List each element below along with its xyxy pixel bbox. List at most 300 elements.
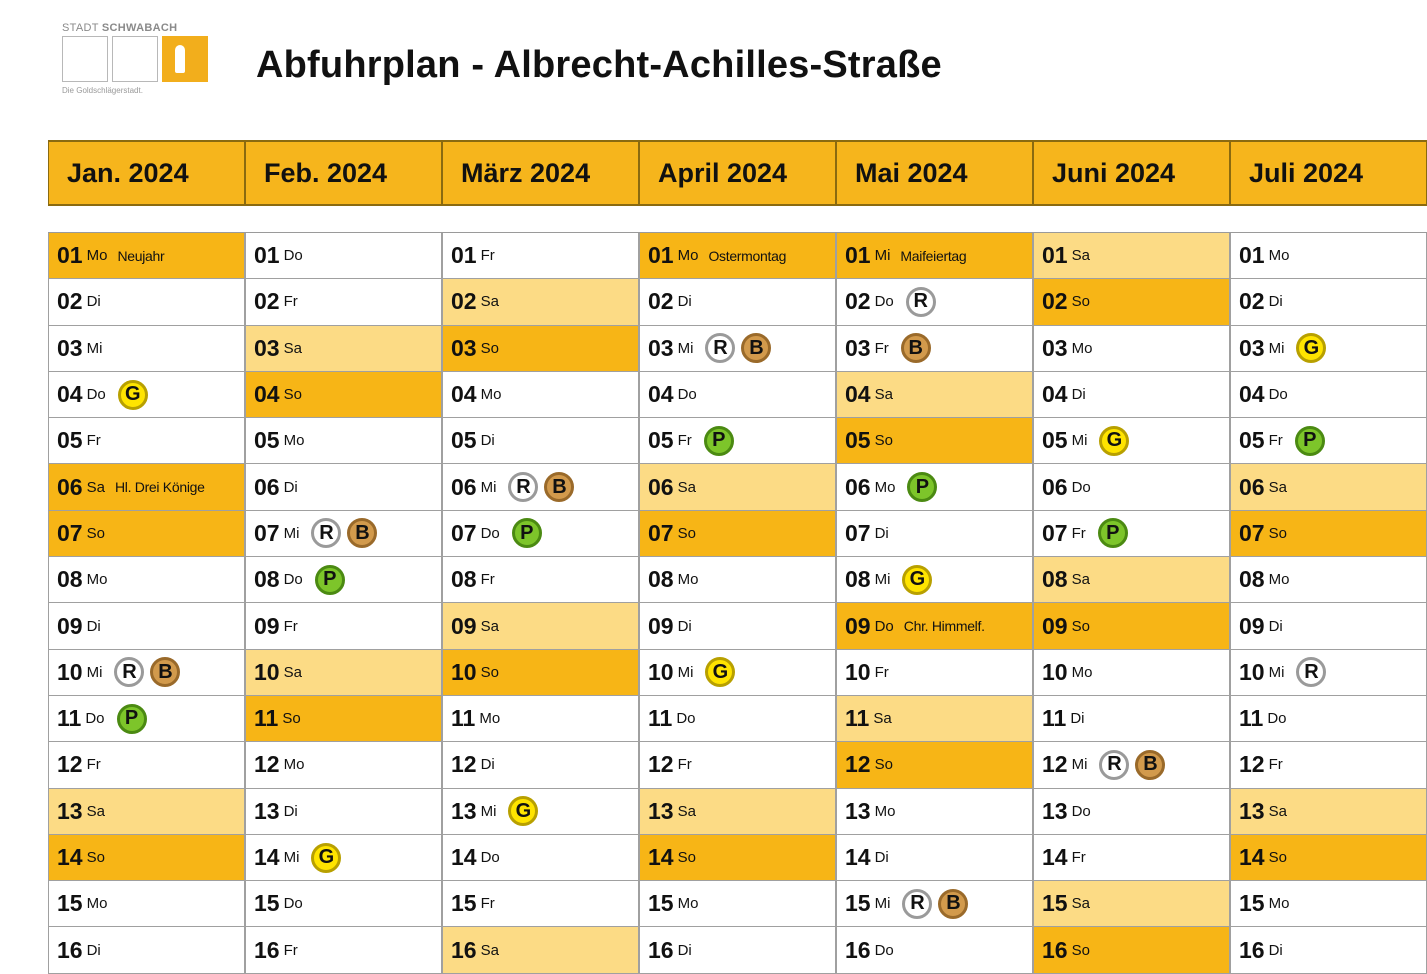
- day-number: 12: [845, 751, 871, 778]
- weekday-label: Sa: [1268, 802, 1287, 820]
- day-row: [48, 326, 245, 372]
- weekday-label: Mo: [874, 802, 896, 820]
- day-row: [48, 696, 245, 742]
- day-row: [836, 650, 1033, 696]
- day-row: [1230, 789, 1427, 835]
- day-list: [48, 232, 245, 974]
- day-row: [245, 233, 442, 279]
- day-row: [1033, 464, 1230, 510]
- weekday-label: Sa: [1268, 478, 1287, 496]
- weekday-label: Mo: [86, 571, 108, 589]
- weekday-label: Fr: [677, 432, 692, 450]
- month-column: [1230, 140, 1427, 974]
- collection-badge-g: G: [902, 565, 932, 595]
- weekday-label: Mi: [677, 663, 694, 681]
- weekday-label: Sa: [480, 941, 499, 959]
- day-row: [48, 372, 245, 418]
- day-number: 15: [57, 890, 83, 917]
- day-row: [48, 927, 245, 973]
- weekday-label: Do: [1268, 386, 1288, 404]
- day-row: [442, 696, 639, 742]
- day-number: 01: [451, 242, 477, 269]
- weekday-label: Fr: [874, 339, 889, 357]
- day-number: 10: [1042, 658, 1068, 685]
- day-row: [48, 835, 245, 881]
- day-number: 12: [1239, 751, 1265, 778]
- weekday-label: So: [874, 756, 893, 774]
- day-number: 11: [845, 705, 870, 732]
- collection-badge-r: R: [902, 889, 932, 919]
- day-number: 08: [1239, 566, 1265, 593]
- day-row: [48, 418, 245, 464]
- day-row: [639, 511, 836, 557]
- day-number: 15: [845, 890, 871, 917]
- weekday-label: Mo: [874, 478, 896, 496]
- logo-box-gold: [162, 36, 208, 82]
- day-row: [245, 326, 442, 372]
- day-number: 06: [57, 473, 83, 500]
- day-row: [1230, 511, 1427, 557]
- weekday-label: Mi: [86, 339, 103, 357]
- day-number: 05: [845, 427, 871, 454]
- day-number: 16: [451, 936, 477, 963]
- weekday-label: Do: [677, 386, 697, 404]
- collection-badge-g: G: [118, 380, 148, 410]
- logo-text-stadt: STADT: [62, 22, 99, 34]
- day-row: [245, 603, 442, 649]
- day-row: [1033, 742, 1230, 788]
- day-row: [442, 881, 639, 927]
- day-number: 16: [57, 936, 83, 963]
- day-row: [245, 835, 442, 881]
- day-number: 09: [1239, 612, 1265, 639]
- day-row: [639, 418, 836, 464]
- day-number: 14: [648, 844, 674, 870]
- day-row: [639, 557, 836, 603]
- day-number: 11: [1042, 705, 1067, 732]
- day-number: 14: [1042, 844, 1068, 870]
- day-row: [1033, 279, 1230, 325]
- day-list: [1230, 232, 1427, 974]
- day-number: 04: [451, 381, 477, 408]
- weekday-label: Fr: [1268, 756, 1283, 774]
- weekday-label: Di: [874, 524, 889, 542]
- day-number: 07: [1239, 519, 1265, 546]
- day-number: 12: [451, 751, 477, 778]
- collection-badge-r: R: [508, 472, 538, 502]
- collection-badge-g: G: [508, 796, 538, 826]
- day-number: 10: [845, 658, 871, 685]
- collection-badge-p: P: [907, 472, 937, 502]
- weekday-label: Do: [480, 849, 500, 866]
- day-row: [639, 835, 836, 881]
- weekday-label: Mi: [874, 895, 891, 913]
- month-column: [442, 140, 639, 974]
- weekday-label: Mi: [1268, 663, 1285, 681]
- weekday-label: So: [1071, 617, 1090, 635]
- city-logo: [62, 22, 217, 107]
- collection-badge-p: P: [315, 565, 345, 595]
- day-number: 16: [845, 936, 871, 963]
- day-number: 06: [648, 473, 674, 500]
- weekday-label: Fr: [283, 293, 298, 311]
- weekday-label: Fr: [283, 617, 298, 635]
- day-number: 09: [451, 612, 477, 639]
- day-row: [245, 418, 442, 464]
- day-row: [442, 927, 639, 973]
- day-row: [1230, 326, 1427, 372]
- day-number: 15: [1042, 890, 1068, 917]
- day-number: 13: [254, 797, 280, 824]
- day-row: [442, 279, 639, 325]
- day-row: [48, 603, 245, 649]
- holiday-label: Neujahr: [117, 247, 165, 264]
- day-row: [245, 372, 442, 418]
- day-row: [245, 464, 442, 510]
- weekday-label: Mo: [1071, 339, 1093, 357]
- day-list: [639, 232, 836, 974]
- day-number: 15: [648, 890, 674, 917]
- day-row: [1230, 464, 1427, 510]
- day-number: 09: [648, 612, 674, 639]
- weekday-label: Fr: [283, 941, 298, 959]
- weekday-label: Do: [1071, 478, 1091, 496]
- weekday-label: Di: [1070, 710, 1085, 728]
- logo-boxes: [62, 36, 217, 82]
- weekday-label: Di: [86, 617, 101, 635]
- day-row: [442, 511, 639, 557]
- day-number: 11: [648, 705, 673, 732]
- day-row: [245, 279, 442, 325]
- day-number: 03: [1239, 334, 1265, 361]
- weekday-label: Do: [86, 386, 106, 404]
- weekday-label: Sa: [873, 710, 892, 728]
- day-row: [442, 789, 639, 835]
- month-column: [1033, 140, 1230, 974]
- day-row: [1033, 789, 1230, 835]
- weekday-label: Mi: [1268, 339, 1285, 357]
- day-number: 01: [1042, 242, 1068, 269]
- day-number: 08: [1042, 566, 1068, 593]
- collection-badge-b: B: [1135, 750, 1165, 780]
- day-row: [442, 326, 639, 372]
- day-row: [442, 603, 639, 649]
- weekday-label: So: [874, 432, 893, 450]
- day-number: 05: [451, 427, 477, 454]
- day-row: [442, 557, 639, 603]
- day-row: [639, 789, 836, 835]
- day-list: [1033, 232, 1230, 974]
- day-row: [1230, 742, 1427, 788]
- weekday-label: Di: [677, 617, 692, 635]
- month-header: Feb. 2024: [245, 140, 442, 206]
- day-row: [1033, 696, 1230, 742]
- day-number: 07: [648, 519, 674, 546]
- day-number: 14: [254, 844, 280, 870]
- weekday-label: Mi: [283, 849, 300, 866]
- month-column: [48, 140, 245, 974]
- collection-badge-r: R: [906, 287, 936, 317]
- weekday-label: Sa: [874, 386, 893, 404]
- day-number: 13: [845, 797, 871, 824]
- collection-badge-b: B: [150, 657, 180, 687]
- day-number: 02: [648, 288, 674, 315]
- collection-badge-b: B: [544, 472, 574, 502]
- day-number: 05: [254, 427, 280, 454]
- day-row: [836, 696, 1033, 742]
- weekday-label: Mo: [677, 247, 699, 265]
- month-header: Juli 2024: [1230, 140, 1427, 206]
- day-row: [1033, 650, 1230, 696]
- day-row: [1230, 372, 1427, 418]
- day-number: 08: [845, 566, 871, 593]
- day-number: 08: [451, 566, 477, 593]
- day-number: 11: [57, 705, 82, 732]
- day-row: [442, 464, 639, 510]
- day-row: [836, 464, 1033, 510]
- day-row: [245, 557, 442, 603]
- day-number: 16: [1239, 936, 1265, 963]
- collection-badge-r: R: [1099, 750, 1129, 780]
- weekday-label: Di: [677, 293, 692, 311]
- day-number: 07: [845, 519, 871, 546]
- weekday-label: Mo: [677, 571, 699, 589]
- day-row: [1230, 927, 1427, 973]
- day-row: [245, 881, 442, 927]
- day-number: 04: [648, 381, 674, 408]
- weekday-label: Mo: [1268, 895, 1290, 913]
- weekday-label: So: [1071, 941, 1090, 959]
- month-header: Jan. 2024: [48, 140, 245, 206]
- day-number: 13: [1042, 797, 1068, 824]
- weekday-label: Do: [676, 710, 696, 728]
- weekday-label: Sa: [677, 478, 696, 496]
- month-header: Juni 2024: [1033, 140, 1230, 206]
- day-number: 02: [1042, 288, 1068, 315]
- day-row: [1033, 418, 1230, 464]
- holiday-label: Hl. Drei Könige: [114, 479, 205, 496]
- month-column: [245, 140, 442, 974]
- day-number: 11: [254, 705, 279, 732]
- day-number: 14: [1239, 844, 1265, 870]
- weekday-label: Mi: [480, 478, 497, 496]
- day-number: 13: [451, 797, 477, 824]
- day-row: [245, 650, 442, 696]
- collection-badge-g: G: [1296, 333, 1326, 363]
- day-number: 01: [254, 242, 280, 269]
- month-header: März 2024: [442, 140, 639, 206]
- weekday-label: Fr: [874, 663, 889, 681]
- holiday-label: Chr. Himmelf.: [903, 618, 985, 635]
- collection-badge-b: B: [741, 333, 771, 363]
- day-number: 08: [254, 566, 280, 593]
- day-number: 13: [648, 797, 674, 824]
- logo-wordmark: [62, 22, 217, 34]
- day-number: 12: [1042, 751, 1068, 778]
- weekday-label: Do: [1267, 710, 1287, 728]
- weekday-label: Mo: [1268, 247, 1290, 265]
- day-row: [836, 511, 1033, 557]
- weekday-label: Do: [874, 293, 894, 311]
- weekday-label: Mi: [86, 663, 103, 681]
- day-number: 10: [1239, 658, 1265, 685]
- weekday-label: Sa: [480, 617, 499, 635]
- weekday-label: Mo: [283, 756, 305, 774]
- day-row: [1230, 279, 1427, 325]
- collection-badge-r: R: [1296, 657, 1326, 687]
- month-column: [836, 140, 1033, 974]
- day-number: 06: [451, 473, 477, 500]
- day-row: [639, 464, 836, 510]
- weekday-label: Di: [480, 432, 495, 450]
- weekday-label: Di: [480, 756, 495, 774]
- collection-badge-p: P: [1098, 518, 1128, 548]
- day-row: [836, 372, 1033, 418]
- weekday-label: Mo: [86, 247, 108, 265]
- day-row: [442, 233, 639, 279]
- day-number: 04: [845, 381, 871, 408]
- day-row: [245, 511, 442, 557]
- day-number: 12: [648, 751, 674, 778]
- collection-badge-b: B: [938, 889, 968, 919]
- day-row: [639, 881, 836, 927]
- day-row: [245, 742, 442, 788]
- weekday-label: Sa: [1071, 895, 1090, 913]
- day-row: [245, 789, 442, 835]
- day-number: 03: [254, 334, 280, 361]
- weekday-label: Fr: [480, 247, 495, 265]
- day-number: 01: [57, 242, 83, 269]
- weekday-label: Sa: [480, 293, 499, 311]
- day-number: 04: [57, 381, 83, 408]
- day-row: [836, 557, 1033, 603]
- weekday-label: Sa: [283, 663, 302, 681]
- day-number: 01: [1239, 242, 1265, 269]
- holiday-label: Maifeiertag: [900, 247, 967, 264]
- day-row: [1230, 233, 1427, 279]
- day-number: 11: [1239, 705, 1264, 732]
- weekday-label: So: [283, 386, 302, 404]
- day-number: 12: [57, 751, 83, 778]
- logo-box-2: [112, 36, 158, 82]
- day-row: [245, 696, 442, 742]
- day-row: [836, 279, 1033, 325]
- weekday-label: Do: [874, 617, 894, 635]
- day-row: [639, 326, 836, 372]
- page-title: Abfuhrplan - Albrecht-Achilles-Straße: [256, 44, 942, 86]
- weekday-label: Mo: [86, 895, 108, 913]
- day-number: 13: [57, 797, 83, 824]
- weekday-label: So: [86, 524, 105, 542]
- collection-badge-r: R: [705, 333, 735, 363]
- holiday-label: Ostermontag: [708, 247, 787, 264]
- day-number: 01: [845, 242, 871, 269]
- day-number: 10: [648, 658, 674, 685]
- day-row: [48, 279, 245, 325]
- collection-badge-g: G: [1099, 426, 1129, 456]
- month-header: April 2024: [639, 140, 836, 206]
- weekday-label: Di: [1071, 386, 1086, 404]
- weekday-label: Fr: [1071, 849, 1086, 866]
- weekday-label: Do: [480, 524, 500, 542]
- weekday-label: Mi: [677, 339, 694, 357]
- day-row: [836, 742, 1033, 788]
- day-row: [1230, 557, 1427, 603]
- weekday-label: So: [480, 663, 499, 681]
- day-row: [1230, 418, 1427, 464]
- weekday-label: Sa: [86, 802, 105, 820]
- collection-badge-g: G: [705, 657, 735, 687]
- weekday-label: Mi: [283, 524, 300, 542]
- day-row: [639, 603, 836, 649]
- day-row: [48, 881, 245, 927]
- day-number: 06: [1239, 473, 1265, 500]
- weekday-label: Mo: [677, 895, 699, 913]
- weekday-label: Sa: [283, 339, 302, 357]
- day-number: 14: [451, 844, 477, 870]
- day-list: [245, 232, 442, 974]
- collection-badge-p: P: [512, 518, 542, 548]
- weekday-label: Fr: [1071, 524, 1086, 542]
- day-row: [48, 650, 245, 696]
- day-row: [1230, 696, 1427, 742]
- day-row: [442, 742, 639, 788]
- weekday-label: Do: [874, 941, 894, 959]
- month-header: Mai 2024: [836, 140, 1033, 206]
- weekday-label: Mi: [874, 247, 891, 265]
- weekday-label: Di: [677, 941, 692, 959]
- day-row: [836, 326, 1033, 372]
- day-row: [48, 789, 245, 835]
- day-row: [1230, 650, 1427, 696]
- day-number: 07: [254, 519, 280, 546]
- day-number: 03: [451, 334, 477, 361]
- day-row: [1033, 511, 1230, 557]
- day-row: [836, 881, 1033, 927]
- day-number: 14: [57, 844, 83, 870]
- day-row: [442, 418, 639, 464]
- day-number: 10: [451, 658, 477, 685]
- weekday-label: Do: [283, 895, 303, 913]
- day-row: [639, 696, 836, 742]
- day-number: 09: [254, 612, 280, 639]
- day-number: 04: [1042, 381, 1068, 408]
- weekday-label: So: [86, 849, 105, 866]
- day-number: 02: [1239, 288, 1265, 315]
- day-number: 04: [254, 381, 280, 408]
- day-number: 03: [57, 334, 83, 361]
- collection-badge-b: B: [901, 333, 931, 363]
- day-row: [48, 742, 245, 788]
- day-number: 05: [57, 427, 83, 454]
- weekday-label: Fr: [480, 571, 495, 589]
- collection-badge-p: P: [117, 704, 147, 734]
- day-number: 02: [451, 288, 477, 315]
- weekday-label: Mo: [1268, 571, 1290, 589]
- weekday-label: Di: [874, 849, 889, 866]
- collection-badge-p: P: [1295, 426, 1325, 456]
- month-column: [639, 140, 836, 974]
- day-number: 06: [254, 473, 280, 500]
- day-number: 14: [845, 844, 871, 870]
- weekday-label: Do: [85, 710, 105, 728]
- weekday-label: Di: [86, 293, 101, 311]
- day-row: [1230, 881, 1427, 927]
- weekday-label: Di: [283, 802, 298, 820]
- day-number: 02: [845, 288, 871, 315]
- weekday-label: Mi: [1071, 756, 1088, 774]
- day-number: 06: [845, 473, 871, 500]
